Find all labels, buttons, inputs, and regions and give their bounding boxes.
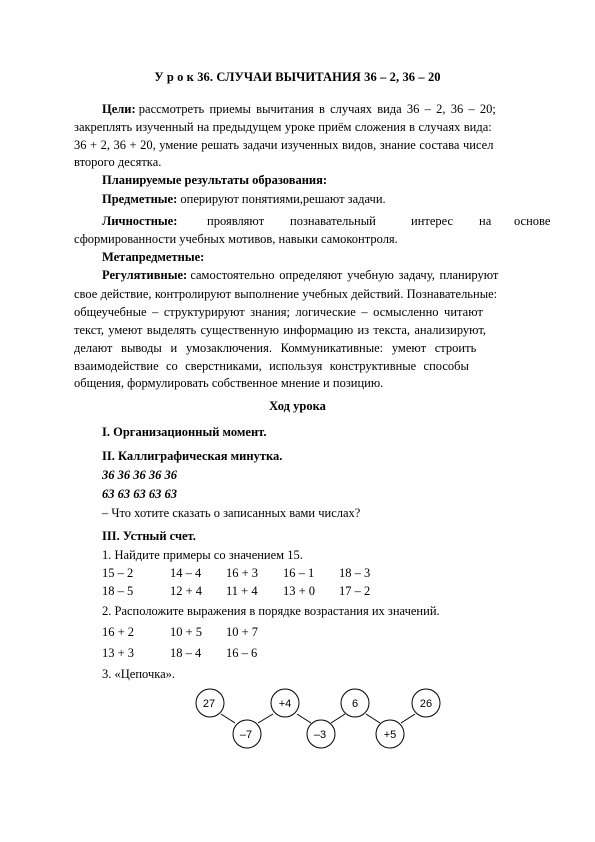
expr: 13 + 0	[283, 584, 316, 598]
personal-word-2: познавательный	[290, 214, 376, 228]
subject-label: Предметные:	[102, 192, 178, 206]
goals-text-1: рассмотреть приемы вычитания в случаях вида 36 – 2, 36 – 20;	[138, 102, 496, 116]
chain-node-label: +5	[383, 729, 397, 741]
expr: 12 + 4	[170, 584, 203, 598]
personal-word-3: интерес	[411, 214, 454, 228]
expr: 18 – 5	[102, 584, 134, 598]
goals-label: Цели:	[102, 102, 136, 116]
chain-node-label: –7	[239, 729, 253, 741]
expr: 11 + 4	[226, 584, 258, 598]
chain-node-label: 26	[419, 698, 433, 710]
regulatory-line-2: свое действие, контролируют выполнение учебных действий. Познавательные:	[74, 287, 498, 301]
subject-text: оперируют понятиями,решают задачи.	[180, 192, 386, 206]
section-3-heading: III. Устный счет.	[102, 529, 196, 543]
expr: 16 + 2	[102, 625, 135, 639]
chain-link	[297, 714, 311, 723]
chain-link	[221, 714, 235, 723]
personal-label: Личностные:	[102, 214, 178, 228]
goals-line-3: 36 + 2, 36 + 20, умение решать задачи изученных видов, знание состава чисел	[74, 138, 494, 152]
expr: 10 + 5	[170, 625, 203, 639]
chain-node-label: +4	[278, 698, 292, 710]
section-1-heading: I. Организационный момент.	[102, 425, 267, 439]
goals-line-4: второго десятка.	[74, 155, 162, 169]
expr: 10 + 7	[226, 625, 259, 639]
lesson-title: У р о к 36. СЛУЧАИ ВЫЧИТАНИЯ 36 – 2, 36 – 20	[154, 70, 441, 84]
chain-link	[366, 714, 380, 723]
personal-line-2: сформированности учебных мотивов, навыки самоконтроля.	[74, 232, 398, 246]
personal-word-4: на	[479, 214, 492, 228]
expr: 14 – 4	[170, 566, 202, 580]
expr: 17 – 2	[339, 584, 371, 598]
section-2-heading: II. Каллиграфическая минутка.	[102, 449, 283, 463]
regulatory-line-5: делают выводы и умозаключения. Коммуникативные: умеют строить	[74, 341, 477, 355]
lesson-course-heading: Ход урока	[269, 399, 326, 413]
calligraphy-question: – Что хотите сказать о записанных вами числах?	[102, 506, 361, 520]
expr: 13 + 3	[102, 646, 135, 660]
regulatory-label: Регулятивные:	[102, 268, 188, 282]
calligraphy-row-1: 36 36 36 36 36	[102, 468, 177, 482]
expr: 15 – 2	[102, 566, 134, 580]
calligraphy-row-2: 63 63 63 63 63	[102, 487, 177, 501]
chain-node-label: –3	[313, 729, 327, 741]
chain-node-label: 27	[202, 698, 216, 710]
expr: 16 – 6	[226, 646, 258, 660]
chain-link	[401, 714, 415, 723]
expr: 16 – 1	[283, 566, 315, 580]
regulatory-line-3: общеучебные – структурируют знания; логические – осмысленно читают	[74, 305, 483, 319]
chain-node-label: 6	[351, 698, 359, 710]
personal-word-1: проявляют	[207, 214, 265, 228]
task-2-text: 2. Расположите выражения в порядке возрастания их значений.	[102, 604, 440, 618]
planned-results-heading: Планируемые результаты образования:	[102, 173, 328, 187]
expr: 16 + 3	[226, 566, 259, 580]
meta-heading: Метапредметные:	[102, 250, 205, 264]
regulatory-line-4: текст, умеют выделять существенную информацию из текста, анализируют,	[74, 323, 486, 337]
expr: 18 – 4	[170, 646, 202, 660]
regulatory-line-6: взаимодействие со сверстниками, используя конструктивные способы	[74, 359, 469, 373]
regulatory-line-7: общения, формулировать собственное мнение и позицию.	[74, 376, 384, 390]
goals-line-2: закреплять изученный на предыдущем уроке приём сложения в случаях вида:	[74, 120, 492, 134]
personal-word-5: основе	[514, 214, 551, 228]
chain-link	[331, 714, 345, 723]
regulatory-text-1: самостоятельно определяют учебную задачу, планируют	[190, 268, 499, 282]
chain-link	[258, 714, 273, 723]
task-3-text: 3. «Цепочка».	[102, 667, 176, 681]
expr: 18 – 3	[339, 566, 371, 580]
task-1-text: 1. Найдите примеры со значением 15.	[102, 548, 303, 562]
